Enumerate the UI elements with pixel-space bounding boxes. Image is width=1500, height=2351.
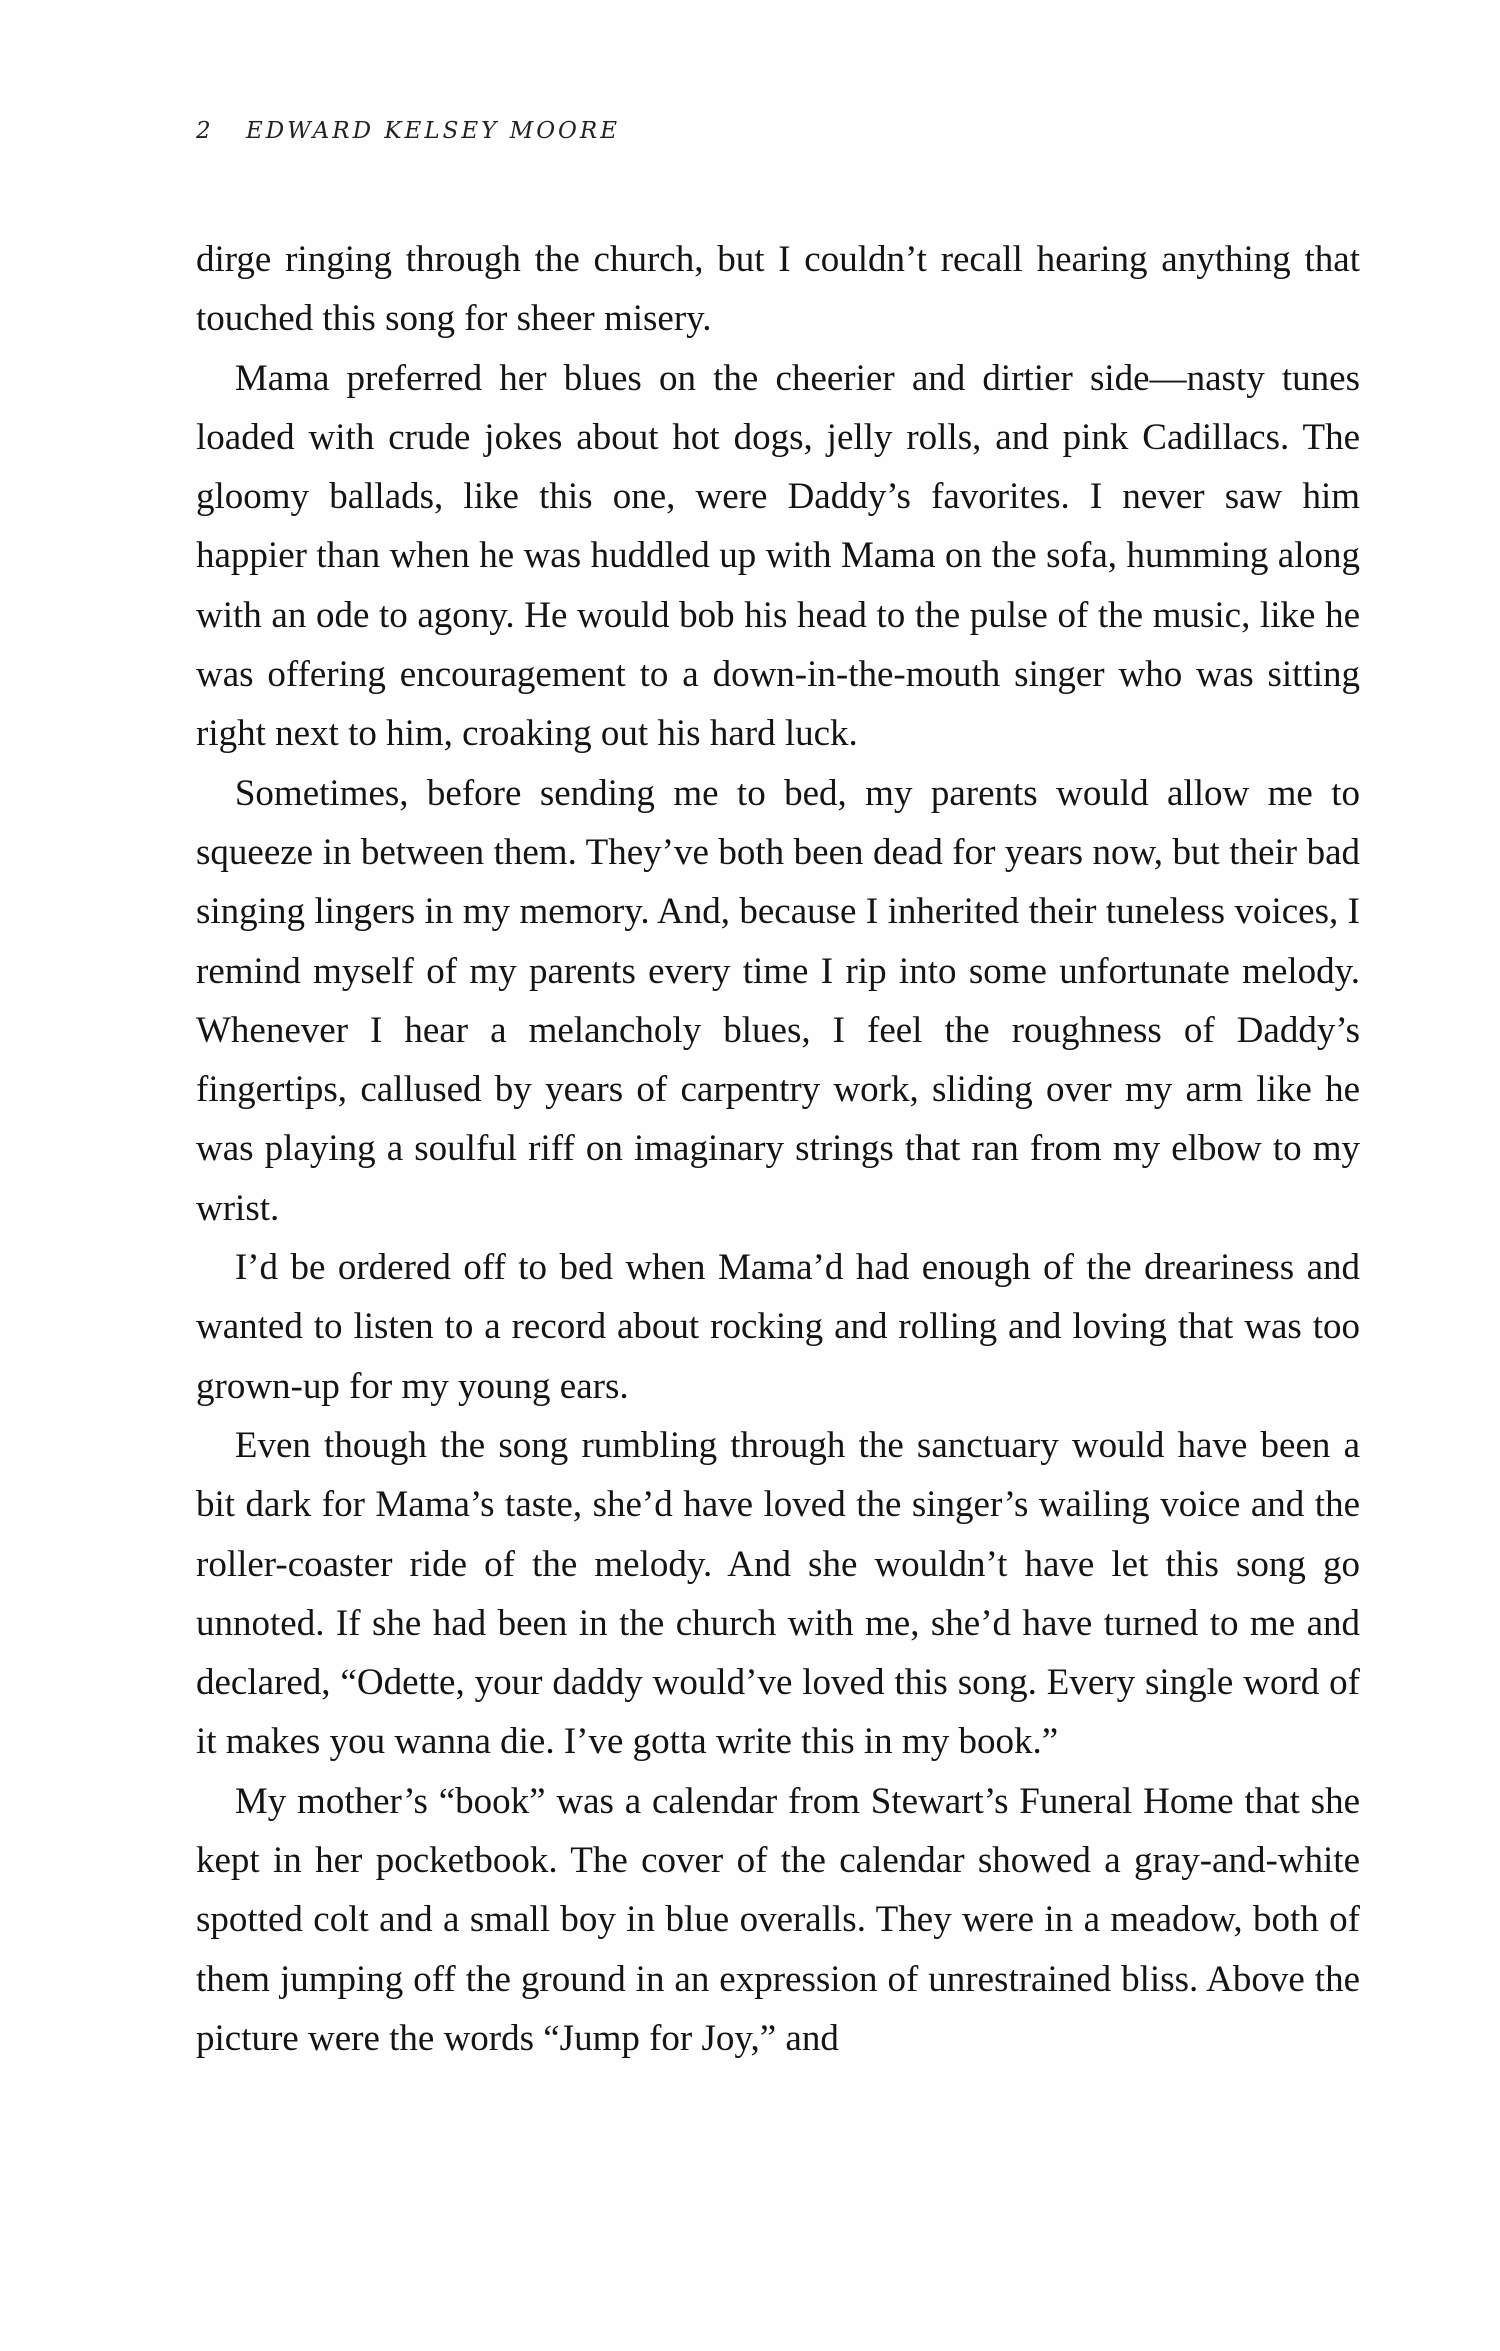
paragraph: Mama preferred her blues on the cheerier and dirtier side—nasty tunes loaded with crude jokes about hot dogs, jelly rolls, and pink Cadillacs. The gloomy ballads, like this one, were Daddy’s favorites. I never saw him happier than when he was huddled up with Mama on the sofa, humming along with an ode to agony. He would bob his head to the pulse of the music, like he was offering encouragement to a down-in-the-mouth singer who was sitting right next to him, croaking out his hard luck.: [196, 357, 1360, 755]
body-text: [196, 230, 1360, 2068]
paragraph: dirge ringing through the church, but I couldn’t recall hearing anything that touched this song for sheer misery.: [196, 239, 1360, 340]
author-name: EDWARD KELSEY MOORE: [245, 118, 621, 144]
paragraph: My mother’s “book” was a calendar from Stewart’s Funeral Home that she kept in her pocketbook. The cover of the calendar showed a gray-and-white spotted colt and a small boy in blue overalls. They were in a meadow, both of them jumping off the ground in an expression of unrestrained bliss. Above the picture were the words “Jump for Joy,” and: [196, 1780, 1360, 2059]
page-number: 2: [196, 118, 214, 144]
paragraph: Sometimes, before sending me to bed, my parents would allow me to squeeze in between them. They’ve both been dead for years now, but their bad singing lingers in my memory. And, because I inherited their tuneless voices, I remind myself of my parents every time I rip into some unfortunate melody. Whenever I hear a melancholy blues, I feel the roughness of Daddy’s fingertips, callused by years of carpentry work, sliding over my arm like he was playing a soulful riff on imaginary strings that ran from my elbow to my wrist.: [196, 772, 1360, 1229]
paragraph: I’d be ordered off to bed when Mama’d had enough of the dreariness and wanted to listen to a record about rocking and rolling and loving that was too grown-up for my young ears.: [196, 1247, 1360, 1407]
running-head: [196, 118, 620, 144]
paragraph: Even though the song rumbling through the sanctuary would have been a bit dark for Mama’s taste, she’d have loved the singer’s wailing voice and the roller-coaster ride of the melody. And she wouldn’t have let this song go unnoted. If she had been in the church with me, she’d have turned to me and declared, “Odette, your daddy would’ve loved this song. Every single word of it makes you wanna die. I’ve gotta write this in my book.”: [196, 1424, 1360, 1763]
